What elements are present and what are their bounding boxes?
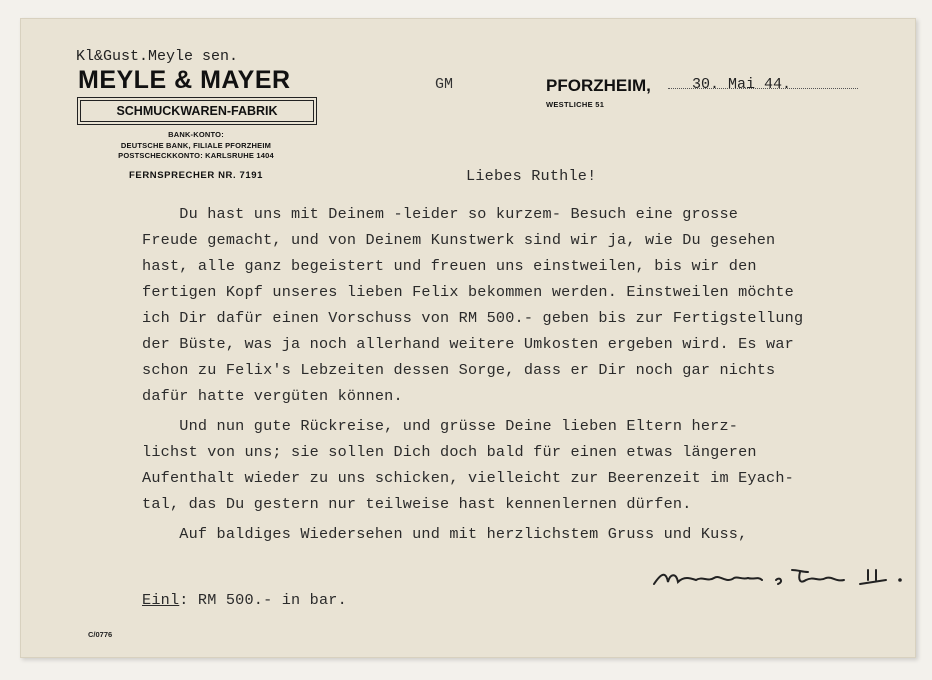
bank-line-1: DEUTSCHE BANK, FILIALE PFORZHEIM xyxy=(120,140,272,150)
street-address: WESTLICHE 51 xyxy=(546,100,605,109)
owner-line: Kl&Gust.Meyle sen. xyxy=(76,48,239,65)
letter-line: lichst von uns; sie sollen Dich doch bald für einen etwas längeren xyxy=(142,443,757,461)
letter-line: Aufenthalt wieder zu uns schicken, vielleicht zur Beerenzeit im Eyach- xyxy=(142,469,794,487)
letter-line: tal, das Du gestern nur teilweise hast kennenlernen dürfen. xyxy=(142,495,692,513)
letter-line: Du hast uns mit Deinem -leider so kurzem- Besuch eine grosse xyxy=(142,205,739,223)
enclosure-label: Einl xyxy=(142,591,180,609)
bank-line-2: POSTSCHECKKONTO: KARLSRUHE 1404 xyxy=(118,151,274,160)
bank-info xyxy=(80,130,312,162)
letter-line: ich Dir dafür einen Vorschuss von RM 500.- geben bis zur Fertigstellung xyxy=(142,309,804,327)
letter-line: dafür hatte vergüten können. xyxy=(142,387,403,405)
firm-name: MEYLE & MAYER xyxy=(78,66,291,94)
letter-paper xyxy=(20,18,916,658)
enclosure-text: : RM 500.- in bar. xyxy=(179,591,347,609)
enclosure-note xyxy=(142,591,347,609)
letter-line: Und nun gute Rückreise, und grüsse Deine lieben Eltern herz- xyxy=(142,417,739,435)
letter-line: schon zu Felix's Lebzeiten dessen Sorge, dass er Dir noch gar nichts xyxy=(142,361,776,379)
letter-line: Auf baldiges Wiedersehen und mit herzlichstem Gruss und Kuss, xyxy=(142,525,748,543)
letter-line: hast, alle ganz begeistert und freuen uns einstweilen, bis wir den xyxy=(142,257,757,275)
signature xyxy=(650,566,910,600)
letter-line: fertigen Kopf unseres lieben Felix bekommen werden. Einstweilen möchte xyxy=(142,283,794,301)
initials: GM xyxy=(435,76,454,93)
bank-title: BANK-KONTO: xyxy=(168,130,224,139)
firm-subtitle: SCHMUCKWAREN-FABRIK xyxy=(80,100,314,122)
salutation: Liebes Ruthle! xyxy=(466,167,597,185)
form-code: C/0776 xyxy=(88,630,113,639)
letter-line: der Büste, was ja noch allerhand weitere Umkosten ergeben wird. Es war xyxy=(142,335,794,353)
city: PFORZHEIM, xyxy=(546,76,651,95)
phone-number: FERNSPRECHER NR. 7191 xyxy=(128,170,264,181)
letter-date: 30. Mai 44. xyxy=(692,76,792,93)
letter-line: Freude gemacht, und von Deinem Kunstwerk sind wir ja, wie Du gesehen xyxy=(142,231,776,249)
